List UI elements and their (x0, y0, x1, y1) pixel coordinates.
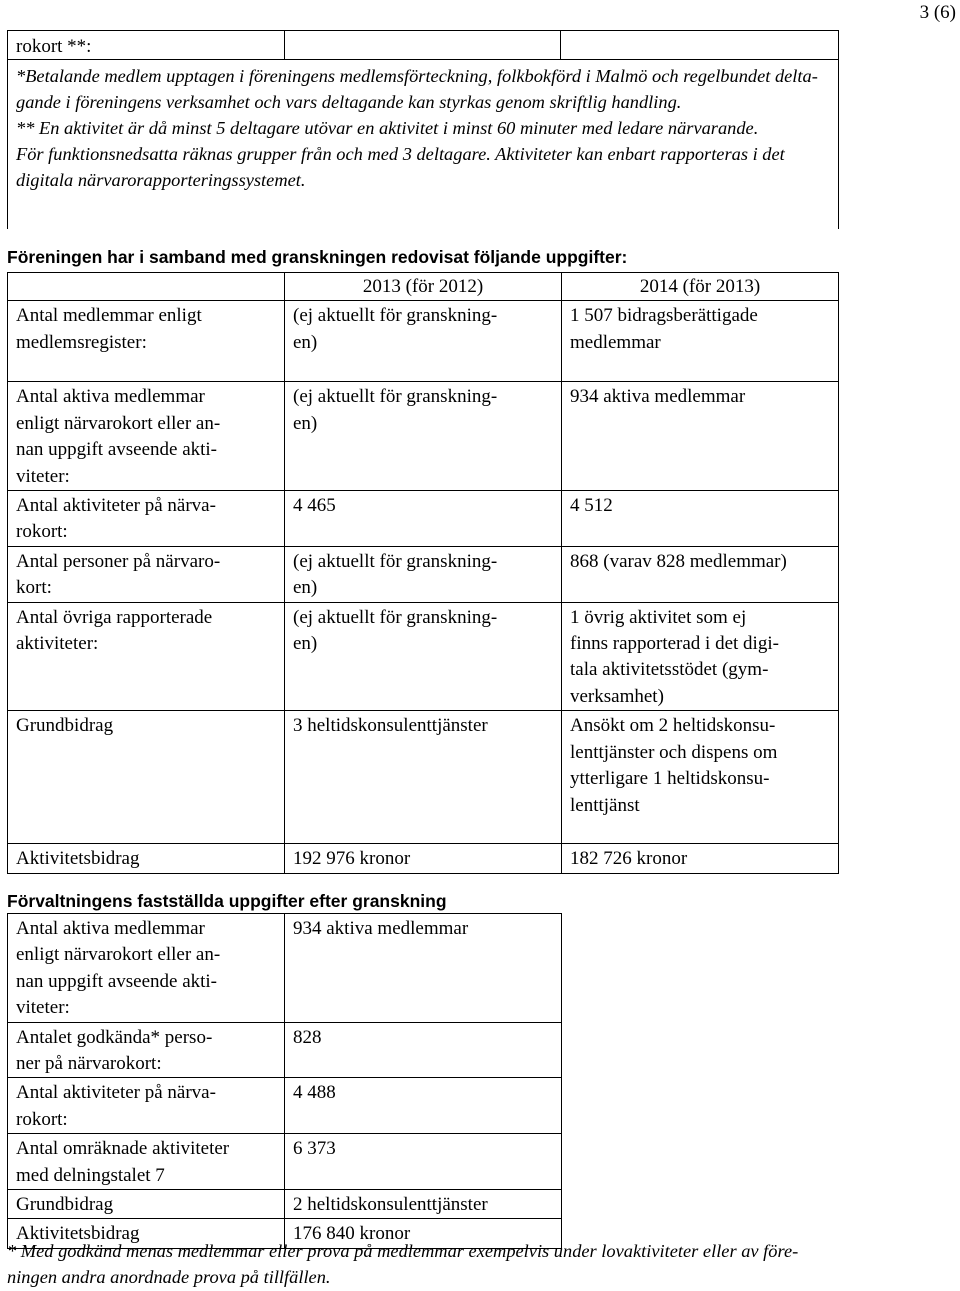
column-header-2013: 2013 (för 2012) (285, 273, 562, 301)
row-label (8, 1190, 285, 1219)
cell-line: Aktivitetsbidrag (16, 1223, 140, 1245)
row-label (8, 1134, 285, 1190)
table-row (8, 711, 839, 844)
row-label (8, 301, 285, 382)
cell-line: ytterligare 1 heltidskonsu- (570, 768, 770, 790)
cell-line: en) (293, 331, 318, 353)
cell-line: enligt närvarokort eller an- (16, 944, 221, 966)
cell-line: verksamhet) (570, 685, 664, 707)
row-value (285, 1134, 562, 1190)
row-label (8, 491, 285, 547)
cell-line: Antal aktiva medlemmar (16, 918, 205, 939)
table-row (8, 546, 839, 602)
value-2014 (562, 546, 839, 602)
cell-line: Antal medlemmar enligt (16, 305, 202, 327)
table-row (8, 1190, 562, 1219)
cell-line: Aktivitetsbidrag (16, 848, 140, 870)
cell-line: en) (293, 412, 318, 434)
cell-line: 182 726 kronor (570, 848, 688, 870)
column-header-2014: 2014 (för 2013) (562, 273, 839, 301)
cell-line: Antal aktiviteter på närva- (16, 495, 216, 517)
table-row (8, 914, 562, 1023)
row-value (285, 1190, 562, 1219)
cell-line: 1 507 bidragsberättigade (570, 305, 758, 327)
cell-line: Antalet godkända* perso- (16, 1026, 213, 1048)
cell-line: lenttjänster och dispens om (570, 741, 778, 763)
top-box-label: rokort **: (16, 36, 92, 57)
cell-line: Grundbidrag (16, 715, 114, 737)
cell-line: 3 heltidskonsulenttjänster (293, 715, 488, 737)
cell-line: 828 (293, 1026, 322, 1048)
table-row (8, 844, 839, 873)
cell-line: rokort: (16, 521, 68, 543)
top-info-box (7, 30, 839, 229)
cell-line: 934 aktiva medlemmar (293, 918, 469, 939)
value-2013 (285, 844, 562, 873)
cell-line: Antal aktiva medlemmar (16, 386, 205, 408)
cell-line: 176 840 kronor (293, 1223, 411, 1245)
cell-line: en) (293, 577, 318, 599)
cell-line: med delningstalet 7 (16, 1164, 165, 1186)
cell-line: 2 heltidskonsulenttjänster (293, 1194, 488, 1216)
row-label (8, 914, 285, 1023)
table-row (8, 602, 839, 711)
cell-line: en) (293, 633, 318, 655)
value-2013 (285, 382, 562, 491)
cell-line: viteter: (16, 465, 70, 487)
value-2013 (285, 602, 562, 711)
table-row (8, 1134, 562, 1190)
cell-line: kort: (16, 577, 52, 599)
cell-line: Antal personer på närvaro- (16, 550, 221, 572)
cell-line: medlemmar (570, 331, 661, 353)
footnote: * Med godkänd menas medlemmar eller prova på medlemmar exempelvis under lovaktiviteter eller av före- ningen andra anordnade prova på tillfällen. (7, 1241, 799, 1287)
definition-note: *Betalande medlem upptagen i föreningens medlemsförteckning, folkbokförd i Malmö och regelbundet delta- gande i föreningens verksamhet och vars deltagande kan styrkas genom skriftlig handling. ** En aktivitet är då minst 5 deltagare utövar en aktivitet i minst 60 minuter med ledare närvarande. För funktionsnedsatta räknas grupper från och med 3 deltagare. Aktiviteter kan enbart rapporteras i det digitala närvarorapporteringssystemet. (16, 66, 818, 190)
cell-line: lenttjänst (570, 794, 640, 816)
cell-line: nan uppgift avseende akti- (16, 970, 218, 992)
section1-heading: Föreningen har i samband med granskningen redovisat följande uppgifter: (7, 247, 628, 267)
table-row (8, 1078, 562, 1134)
cell-line: Antal övriga rapporterade (16, 606, 213, 628)
row-label (8, 1078, 285, 1134)
row-value (285, 914, 562, 1023)
cell-line: 4 512 (570, 495, 613, 517)
cell-line: 934 aktiva medlemmar (570, 386, 746, 408)
cell-line: 6 373 (293, 1138, 336, 1160)
value-2013 (285, 546, 562, 602)
row-value (285, 1078, 562, 1134)
cell-line: tala aktivitetsstödet (gym- (570, 659, 769, 681)
established-data-table (7, 913, 562, 1249)
cell-line: finns rapporterad i det digi- (570, 633, 779, 655)
cell-line: Antal aktiviteter på närva- (16, 1082, 216, 1104)
cell-line: viteter: (16, 997, 70, 1019)
row-label (8, 382, 285, 491)
cell-line: (ej aktuellt för granskning- (293, 386, 498, 408)
row-label (8, 602, 285, 711)
section2-heading: Förvaltningens fastställda uppgifter efter granskning (7, 891, 447, 911)
cell-line: 192 976 kronor (293, 848, 411, 870)
cell-line: ner på närvarokort: (16, 1053, 162, 1075)
cell-line: 868 (varav 828 medlemmar) (570, 550, 787, 572)
cell-line: Ansökt om 2 heltidskonsu- (570, 715, 776, 737)
cell-line: Antal omräknade aktiviteter (16, 1138, 230, 1160)
table-row (8, 491, 839, 547)
row-label (8, 844, 285, 873)
value-2013 (285, 301, 562, 382)
value-2014 (562, 711, 839, 844)
cell-line: 1 övrig aktivitet som ej (570, 606, 747, 628)
table-header-row (8, 273, 839, 301)
value-2014 (562, 844, 839, 873)
cell-line: Grundbidrag (16, 1194, 114, 1216)
table-row (8, 382, 839, 491)
value-2014 (562, 491, 839, 547)
cell-line: nan uppgift avseende akti- (16, 439, 218, 461)
cell-line: (ej aktuellt för granskning- (293, 606, 498, 628)
cell-line: (ej aktuellt för granskning- (293, 550, 498, 572)
value-2013 (285, 491, 562, 547)
cell-line: aktiviteter: (16, 633, 99, 655)
cell-line: 4 488 (293, 1082, 336, 1104)
table-row (8, 1022, 562, 1078)
row-value (285, 1022, 562, 1078)
cell-line: 4 465 (293, 495, 336, 517)
table-row (8, 301, 839, 382)
value-2014 (562, 301, 839, 382)
page-number: 3 (6) (919, 2, 956, 23)
value-2014 (562, 382, 839, 491)
value-2013 (285, 711, 562, 844)
cell-line: rokort: (16, 1108, 68, 1130)
cell-line: (ej aktuellt för granskning- (293, 305, 498, 327)
cell-line: enligt närvarokort eller an- (16, 412, 221, 434)
reported-data-table (7, 272, 839, 874)
row-label (8, 546, 285, 602)
row-label (8, 711, 285, 844)
cell-line: medlemsregister: (16, 331, 147, 353)
row-label (8, 1022, 285, 1078)
value-2014 (562, 602, 839, 711)
